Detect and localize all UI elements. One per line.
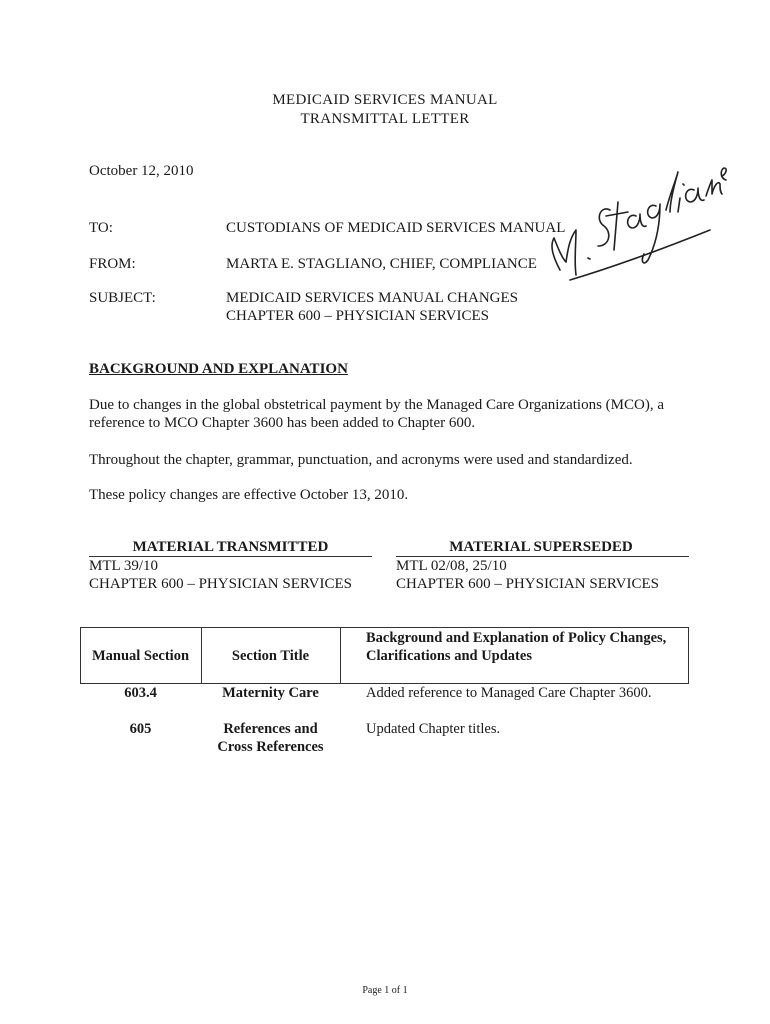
from-value: MARTA E. STAGLIANO, CHIEF, COMPLIANCE (226, 256, 537, 272)
header-section-title: Section Title (231, 648, 310, 664)
header-description-line-2: Clarifications and Updates (366, 648, 532, 664)
section-heading: BACKGROUND AND EXPLANATION (89, 361, 348, 377)
paragraph-3: These policy changes are effective October 13, 2010. (89, 487, 409, 503)
row-section: 605 (129, 721, 152, 737)
subject-line-1: MEDICAID SERVICES MANUAL CHANGES (226, 290, 519, 306)
row-description: Updated Chapter titles. (366, 721, 501, 737)
material-transmitted-mtl: MTL 39/10 (89, 558, 159, 574)
material-superseded-heading: MATERIAL SUPERSEDED (449, 539, 633, 555)
row-title: Maternity Care (222, 685, 319, 701)
from-label: FROM: (89, 256, 136, 272)
table-col-divider-2 (340, 627, 341, 684)
paragraph-2: Throughout the chapter, grammar, punctuation, and acronyms were used and standardized. (89, 452, 633, 468)
material-transmitted-chapter: CHAPTER 600 – PHYSICIAN SERVICES (89, 576, 352, 592)
subject-label: SUBJECT: (89, 290, 156, 306)
row-section: 603.4 (124, 685, 157, 701)
header-manual-section: Manual Section (91, 648, 190, 664)
table-header-bottom-rule (80, 683, 689, 684)
material-superseded-mtl: MTL 02/08, 25/10 (396, 558, 507, 574)
page-number: Page 1 of 1 (362, 985, 408, 996)
material-transmitted-rule (89, 556, 372, 557)
paragraph-1-line-2: reference to MCO Chapter 3600 has been added to Chapter 600. (89, 415, 476, 431)
row-title: References and (223, 721, 318, 737)
document-type: TRANSMITTAL LETTER (300, 111, 470, 127)
paragraph-1-line-1: Due to changes in the global obstetrical payment by the Managed Care Organizations (MCO), a (89, 397, 664, 413)
subject-line-2: CHAPTER 600 – PHYSICIAN SERVICES (226, 308, 489, 324)
table-top-rule (80, 627, 689, 628)
row-title-line-2: Cross References (217, 739, 324, 755)
material-superseded-chapter: CHAPTER 600 – PHYSICIAN SERVICES (396, 576, 659, 592)
table-right-border (688, 627, 689, 684)
to-label: TO: (89, 220, 113, 236)
row-description: Added reference to Managed Care Chapter 3600. (366, 685, 652, 701)
manual-title: MEDICAID SERVICES MANUAL (272, 92, 498, 108)
signature-icon (540, 150, 730, 300)
material-transmitted-heading: MATERIAL TRANSMITTED (132, 539, 329, 555)
material-superseded-rule (396, 556, 689, 557)
header-description-line-1: Background and Explanation of Policy Changes, (366, 630, 667, 646)
letter-date: October 12, 2010 (89, 163, 194, 179)
to-value: CUSTODIANS OF MEDICAID SERVICES MANUAL (226, 220, 566, 236)
